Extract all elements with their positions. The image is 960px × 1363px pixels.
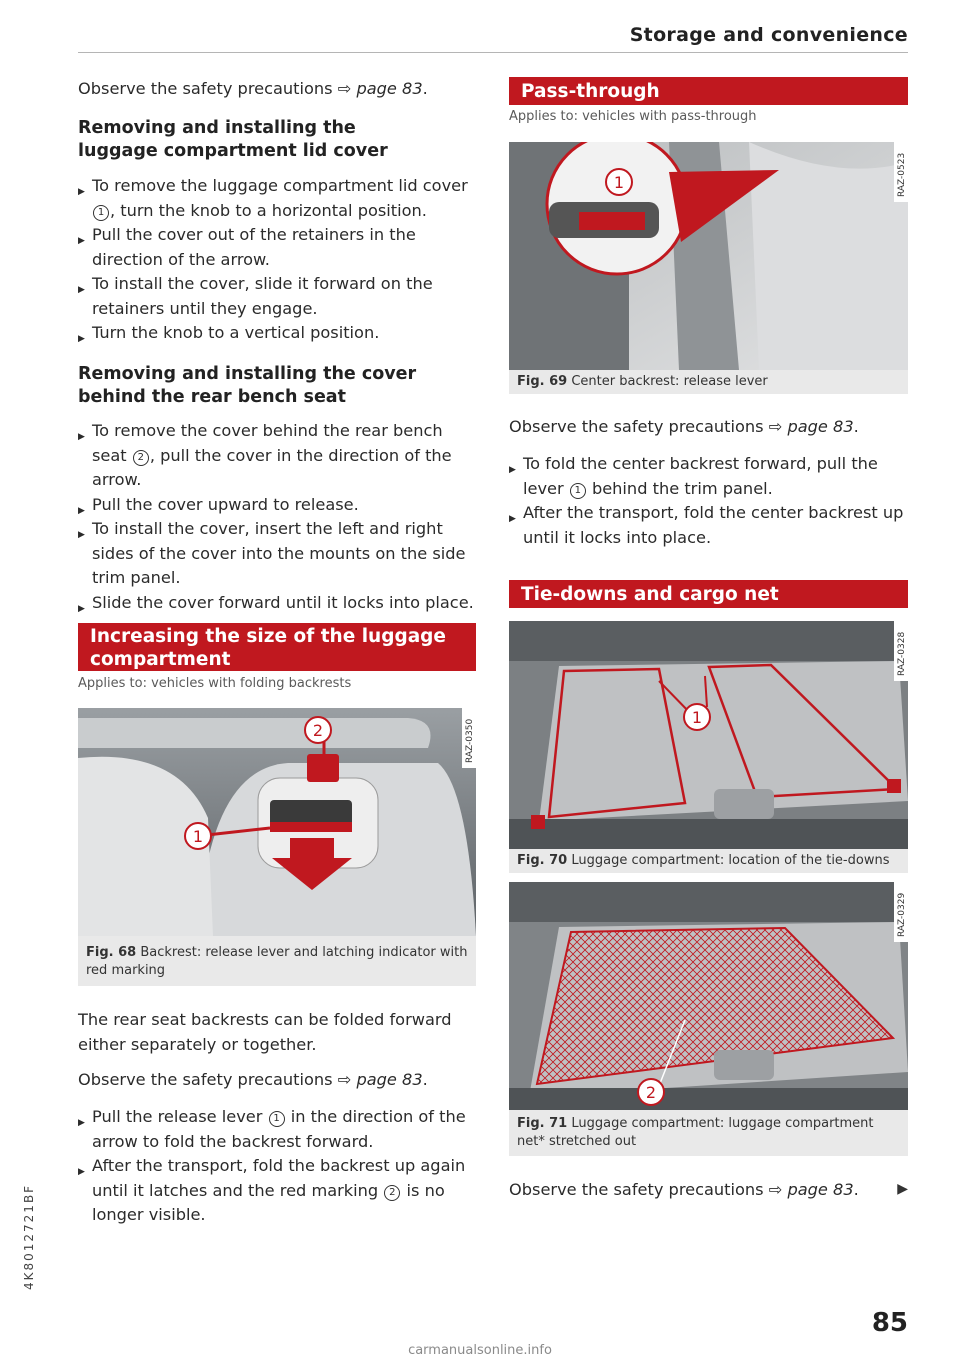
section-banner-increase: Increasing the size of the luggage compartment	[78, 623, 476, 671]
figure-70-caption: Fig. 70 Luggage compartment: location of the tie-downs	[509, 849, 908, 873]
list-item: ▶ Turn the knob to a vertical position.	[78, 321, 476, 346]
lid-heading-block	[78, 117, 438, 162]
watermark: carmanualsonline.info	[408, 1343, 552, 1358]
rear-steps	[78, 419, 476, 615]
lid-steps	[78, 174, 476, 346]
figure-69-caption: Fig. 69 Center backrest: release lever	[509, 370, 908, 394]
increase-steps	[78, 1105, 476, 1228]
list-item: ▶ To fold the center backrest forward, pull the lever 1 behind the trim panel.	[509, 452, 908, 501]
running-header: Storage and convenience	[629, 24, 908, 46]
rear-heading-block	[78, 363, 458, 408]
callout-1-label: 1	[691, 708, 703, 727]
callout-number: 2	[133, 450, 149, 466]
continue-arrow-icon: ▶	[897, 1181, 908, 1197]
safety-note-3-block	[509, 415, 908, 440]
section-banner-pass-through: Pass-through	[509, 77, 908, 105]
body-text: The rear seat backrests can be folded forward either separately or together.	[78, 1010, 452, 1054]
callout-number: 1	[570, 483, 586, 499]
figure-code: RAZ-0328	[897, 631, 907, 676]
figure-71	[509, 882, 908, 1110]
figure-68-caption: Fig. 68 Backrest: release lever and latching indicator with red marking	[78, 936, 476, 986]
callout-number: 1	[269, 1111, 285, 1127]
list-item: ▶ After the transport, fold the backrest up again until it latches and the red marking 2 is no longer visible.	[78, 1154, 476, 1228]
page-number: 85	[871, 1308, 908, 1338]
pass-steps	[509, 452, 908, 550]
page-reference-link[interactable]: ⇨ page 83	[337, 79, 423, 98]
figure-69	[509, 142, 908, 370]
figure-71-caption: Fig. 71 Luggage compartment: luggage compartment net* stretched out	[509, 1110, 908, 1156]
figure-code: RAZ-0350	[465, 718, 475, 763]
safety-note: Observe the safety precautions ⇨ page 83.	[509, 1180, 859, 1199]
figure-label: Fig. 71	[517, 1116, 568, 1131]
list-item: ▶ Slide the cover forward until it locks into place.	[78, 591, 476, 616]
list-item: ▶ To remove the cover behind the rear bench seat 2 , pull the cover in the direction of the arrow.	[78, 419, 476, 493]
list-item: ▶ Pull the cover upward to release.	[78, 493, 476, 518]
list-item: ▶ To remove the luggage compartment lid cover 1 , turn the knob to a horizontal position.	[78, 174, 476, 223]
list-item: ▶ To install the cover, insert the left and right sides of the cover into the mounts on the side trim panel.	[78, 517, 476, 591]
figure-label: Fig. 68	[86, 945, 137, 960]
callout-number: 1	[93, 205, 109, 221]
safety-note: Observe the safety precautions ⇨ page 83.	[78, 79, 428, 98]
callout-2-label: 2	[312, 721, 324, 740]
document-code: 4K8012721BF	[22, 1183, 36, 1290]
applies-to-note: Applies to: vehicles with pass-through	[509, 109, 757, 124]
header-rule	[78, 52, 908, 53]
figure-code: RAZ-0329	[897, 892, 907, 937]
page-reference-link[interactable]: ⇨ page 83	[337, 1070, 423, 1089]
safety-note-4-block	[509, 1178, 869, 1203]
figure-label: Fig. 69	[517, 374, 568, 389]
list-item: ▶ Pull the cover out of the retainers in the direction of the arrow.	[78, 223, 476, 272]
figure-code: RAZ-0523	[897, 152, 907, 197]
callout-1-label: 1	[192, 827, 204, 846]
fold-paragraph	[78, 1008, 476, 1057]
callout-2-label: 2	[645, 1083, 657, 1102]
safety-note: Observe the safety precautions ⇨ page 83.	[509, 417, 859, 436]
page-reference-link[interactable]: ⇨ page 83	[768, 1180, 854, 1199]
figure-68	[78, 708, 476, 936]
callout-1-label: 1	[613, 173, 625, 192]
callout-number: 2	[384, 1185, 400, 1201]
section-banner-tie-downs: Tie-downs and cargo net	[509, 580, 908, 608]
left-column	[78, 77, 476, 102]
safety-note: Observe the safety precautions ⇨ page 83.	[78, 1070, 428, 1089]
list-item: ▶ After the transport, fold the center backrest up until it locks into place.	[509, 501, 908, 550]
list-item: ▶ To install the cover, slide it forward on the retainers until they engage.	[78, 272, 476, 321]
safety-note-2-block	[78, 1068, 476, 1093]
section-heading-lid-cover: Removing and installing the luggage compartment lid cover	[78, 118, 388, 161]
figure-label: Fig. 70	[517, 853, 568, 868]
applies-to-note: Applies to: vehicles with folding backrests	[78, 676, 352, 691]
figure-70	[509, 621, 908, 849]
page-reference-link[interactable]: ⇨ page 83	[768, 417, 854, 436]
list-item: ▶ Pull the release lever 1 in the direction of the arrow to fold the backrest forward.	[78, 1105, 476, 1154]
section-heading-rear-cover: Removing and installing the cover behind the rear bench seat	[78, 364, 417, 407]
